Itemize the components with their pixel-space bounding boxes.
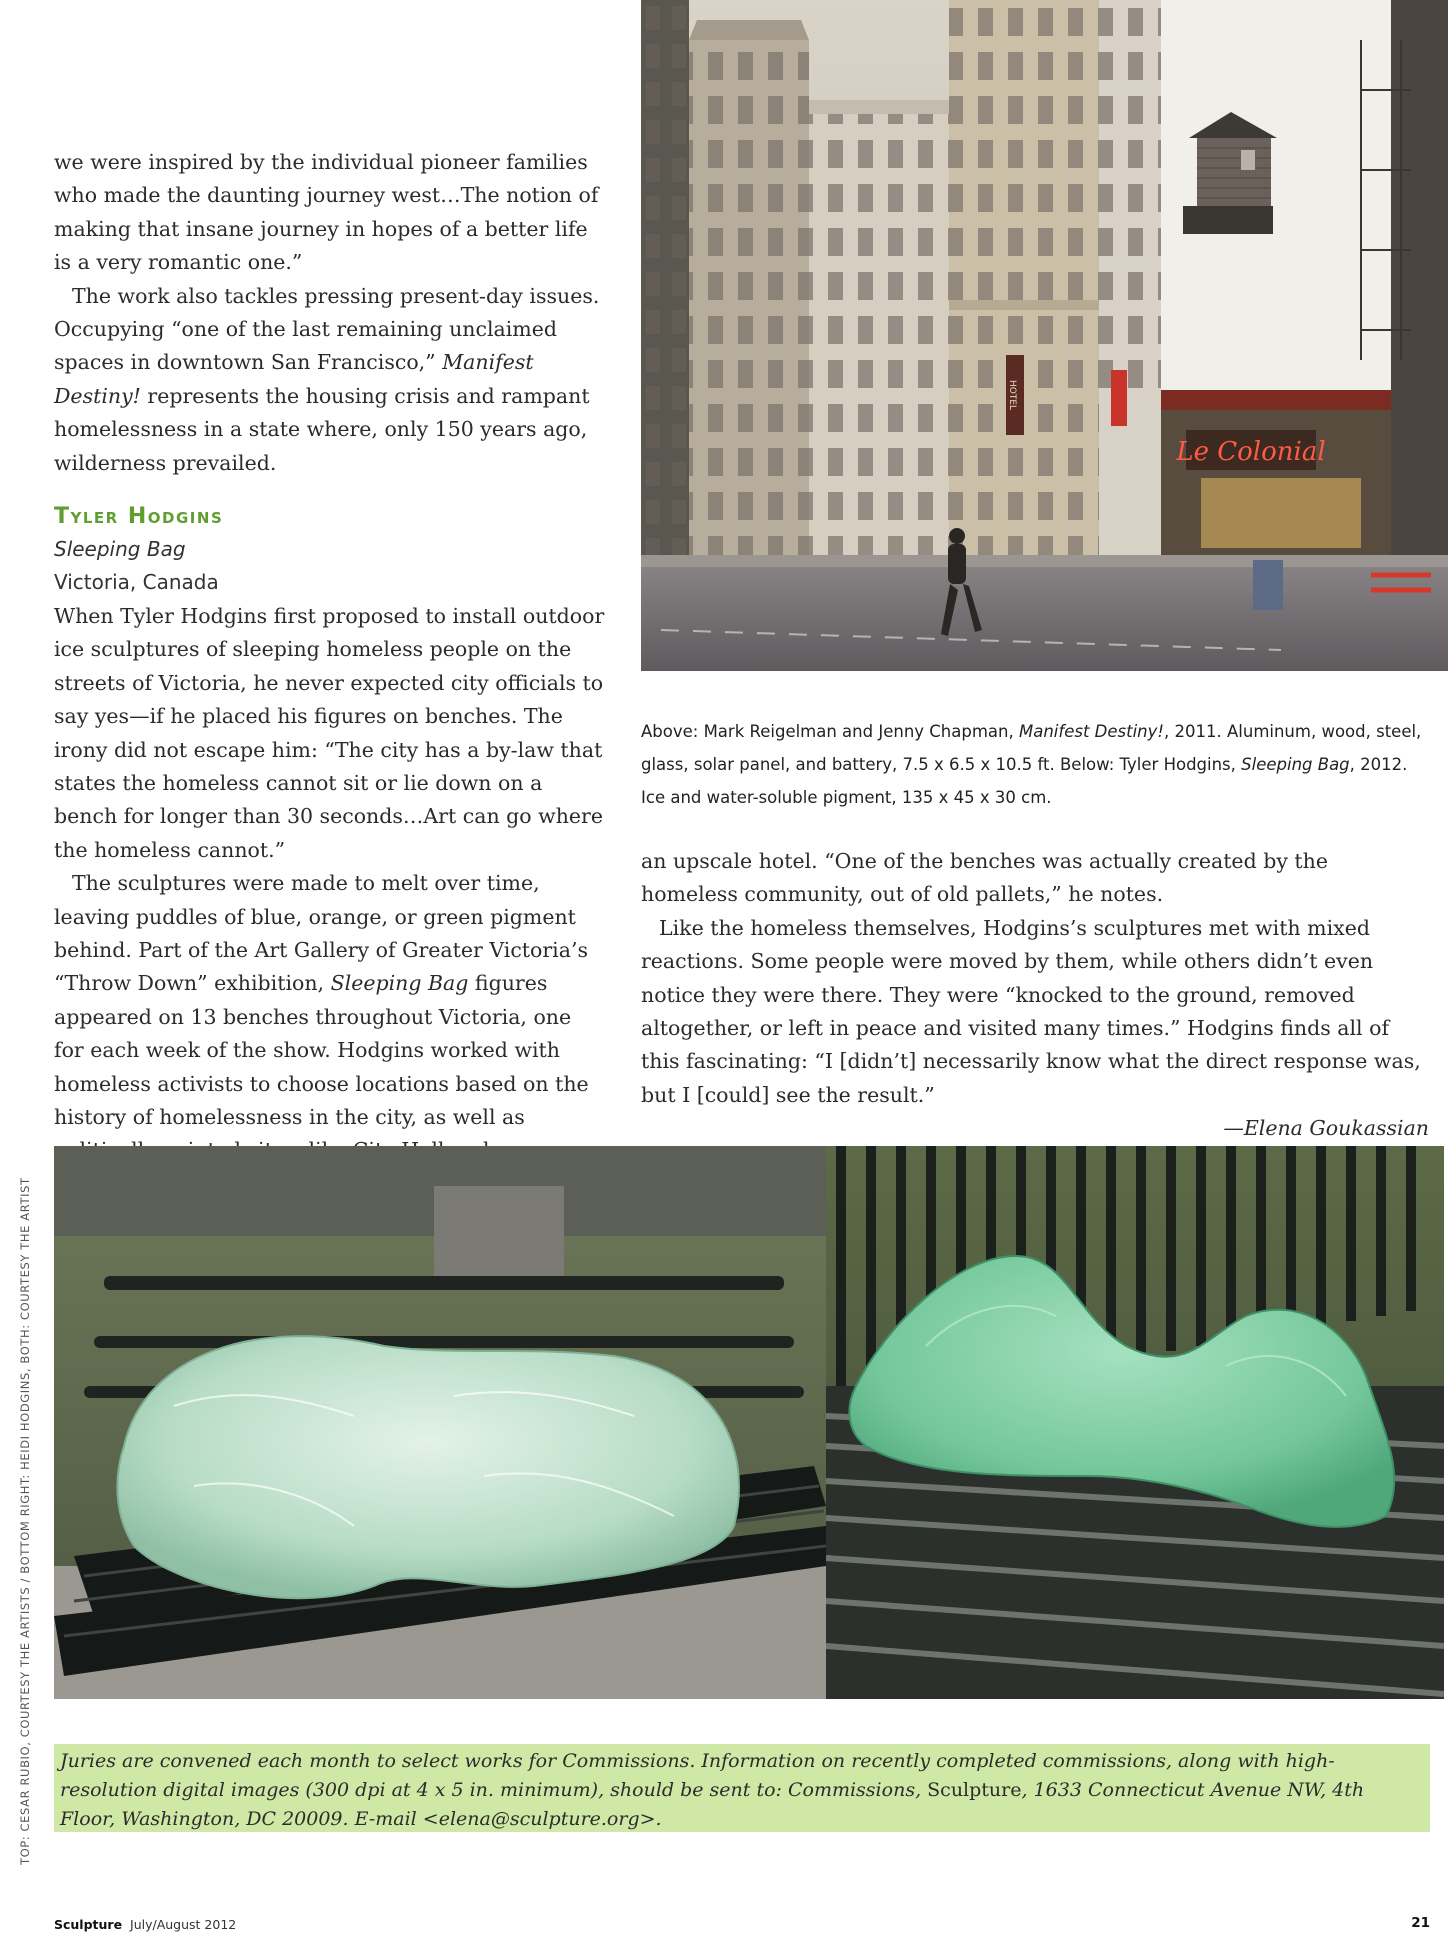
work-title [54, 533, 606, 566]
footer-magazine: Sculpture [54, 1917, 123, 1932]
page-number: 21 [1411, 1915, 1430, 1931]
bench-sculpture-left-illustration [54, 1146, 826, 1699]
artwork-title-manifest-destiny: Manifest Destiny! [54, 350, 534, 408]
paragraph-4-text-b: figures appeared on 13 benches throughout Victoria, one for each week of the show. Hodgins worked with homeless activists to choose locations based on the history of homelessness in the city, as well as [54, 971, 589, 1129]
photo-credit: TOP: CESAR RUBIO, COURTESY THE ARTISTS / BOTTOM RIGHT: HEIDI HODGINS, BOTH: COURTESY THE ARTIST [18, 1177, 32, 1865]
submission-info-box [54, 1744, 1430, 1832]
submission-text-a: Juries are convened each month to select works for Commissions. Information on recently completed commissions, along with high-resolution digital images (300 dpi at 4 x 5 in. minimum), should be sent to: Commissions, [60, 1750, 1335, 1801]
footer-issue: July/August 2012 [130, 1917, 237, 1932]
caption-text-a: Above: Mark Reigelman and Jenny Chapman, [641, 722, 1019, 741]
work-title-text: Sleeping Bag [54, 537, 186, 562]
work-location: Victoria, Canada [54, 570, 219, 595]
artist-heading: Tyler Hodgins [54, 504, 224, 530]
ice-sculpture-icon [117, 1336, 739, 1598]
caption-title-2: Sleeping Bag [1241, 755, 1350, 774]
right-paragraph-1: an upscale hotel. “One of the benches was actually created by the homeless community, out of old pallets,” he notes. [641, 849, 1329, 907]
photo-sleeping-bag-left [54, 1146, 826, 1699]
artwork-title-sleeping-bag: Sleeping Bag [330, 971, 469, 996]
hotel-sign-text: HOTEL [1007, 379, 1017, 411]
paragraph-2-text-b: represents the housing crisis and rampant homelessness in a state where, only 150 years ago, wilderness prevailed. [54, 383, 590, 475]
neon-sign-text: Le Colonial [1176, 437, 1326, 467]
paragraph-3: When Tyler Hodgins first proposed to install outdoor ice sculptures of sleeping homeless people on the streets of Victoria, he never expected city officials to say yes—if he placed his figures on benches. The irony did not escape him: “The city has a by-law that states the homeless cannot sit or lie down on a bench for longer than 30 seconds…Art can go where the homeless cannot.” [54, 603, 605, 862]
paragraph-1: we were inspired by the individual pioneer families who made the daunting journey west…The notion of making that insane journey in hopes of a better life is a very romantic one.” [54, 150, 599, 275]
caption-title-1: Manifest Destiny! [1019, 722, 1165, 741]
caption-text-b: , 2011. Aluminum, wood, steel, glass, solar panel, and battery, 7.5 x 6.5 x 10.5 ft. Below: Tyler Hodgins, [641, 722, 1422, 774]
author-signature: —Elena Goukassian [1223, 1116, 1429, 1141]
left-column [54, 146, 606, 1168]
photo-manifest-destiny [641, 0, 1448, 671]
paragraph-4-text-a: The sculptures were made to melt over time, leaving puddles of blue, orange, or green pigment behind. Part of the Art Gallery of Greater Victoria’s “Throw Down” exhibition, [54, 871, 588, 996]
submission-text-b: , 1633 Connecticut Avenue NW, 4th Floor, Washington, DC 20009. E-mail <elena@sculpture.org>. [60, 1779, 1365, 1830]
street-scene-illustration [641, 0, 1448, 671]
paragraph-4 [54, 867, 606, 1168]
caption-text-c: , 2012. Ice and water-soluble pigment, 135 x 45 x 30 cm. [641, 755, 1408, 807]
footer-publication [54, 1917, 236, 1932]
photo-sleeping-bag-right [826, 1146, 1444, 1699]
submission-magazine-name: Sculpture [927, 1779, 1022, 1801]
paragraph-2-text-a: The work also tackles pressing present-day issues. Occupying “one of the last remaining unclaimed spaces in downtown San Francisco,” [54, 283, 600, 375]
paragraph-2 [54, 280, 606, 480]
right-paragraph-2: Like the homeless themselves, Hodgins’s sculptures met with mixed reactions. Some people were moved by them, while others didn’t even notice they were there. They were “knocked to the ground, removed altogether, or left in peace and visited many times.” Hodgins finds all of this fascinating: “I [didn’t] necessarily know what the direct response was, but I [could] see the result.” [641, 915, 1421, 1107]
right-column [641, 845, 1429, 1146]
photo-caption [641, 715, 1427, 814]
bench-sculpture-right-illustration [826, 1146, 1444, 1699]
